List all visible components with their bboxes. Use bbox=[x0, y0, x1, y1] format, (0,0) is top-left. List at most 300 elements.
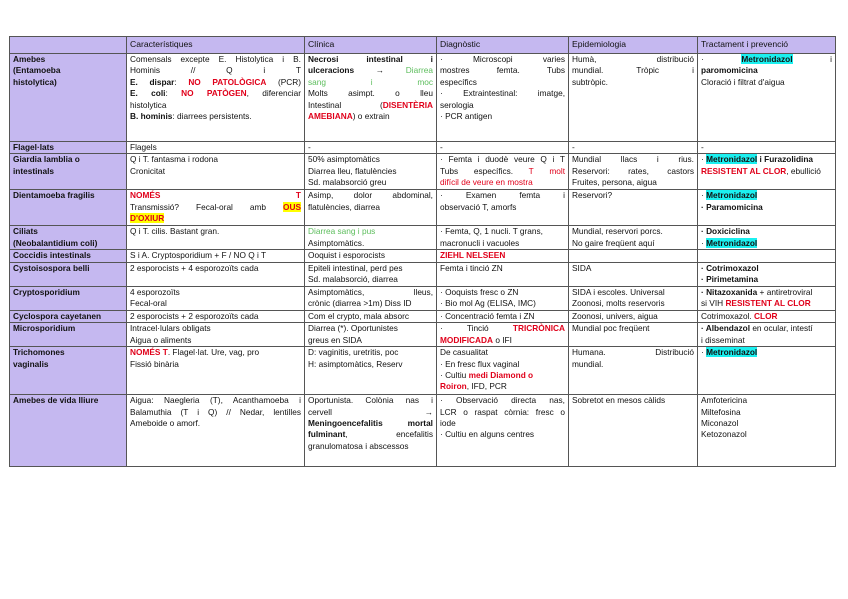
table-cell bbox=[569, 347, 698, 395]
cell-line bbox=[572, 142, 694, 153]
row-label bbox=[10, 154, 127, 190]
cell-line bbox=[130, 263, 301, 274]
text-run: Comensals excepte E. Histolytica i B. bbox=[130, 54, 301, 64]
text-run: Diarrea (*). Oportunistes bbox=[308, 323, 398, 334]
text-run: B. hominis bbox=[130, 111, 173, 122]
text-run: MODIFICADA bbox=[440, 334, 494, 345]
text-run: Cloració i filtrat d'aigua bbox=[701, 76, 785, 87]
cell-line bbox=[440, 77, 565, 88]
cell-line bbox=[130, 395, 301, 406]
table-cell bbox=[127, 395, 305, 467]
text-run: Intracel·lulars obligats bbox=[130, 323, 211, 334]
cell-line bbox=[572, 238, 694, 249]
row-label-line: Cryptosporidium bbox=[13, 286, 80, 297]
text-run: · En fresc flux vaginal bbox=[440, 358, 520, 369]
cell-line bbox=[308, 323, 433, 334]
text-run: 2 esporocists + 4 esporozoïts cada bbox=[130, 262, 259, 273]
table-cell bbox=[305, 395, 437, 467]
text-run: · Cultiu bbox=[440, 370, 469, 381]
cell-line bbox=[572, 323, 694, 334]
text-run: AMEBIANA bbox=[308, 111, 353, 122]
row-label-line: histolytica) bbox=[13, 76, 57, 87]
cell-line bbox=[440, 418, 565, 429]
text-run: Fissió binària bbox=[130, 358, 179, 369]
text-run: Metronidazol bbox=[706, 190, 758, 201]
cell-line bbox=[308, 154, 433, 165]
cell-line bbox=[130, 111, 301, 122]
cell-line bbox=[130, 347, 301, 358]
text-run: E. coli bbox=[130, 88, 166, 99]
table-cell bbox=[127, 190, 305, 226]
text-run: Amfotericina bbox=[701, 395, 748, 406]
text-run: Hominis // Q i T bbox=[130, 65, 301, 76]
text-run: ) o extrain bbox=[352, 111, 390, 122]
table-cell bbox=[569, 142, 698, 154]
text-run: · bbox=[701, 190, 707, 201]
table-cell bbox=[127, 250, 305, 262]
table-cell bbox=[127, 262, 305, 286]
cell-line bbox=[308, 263, 433, 274]
cell-line bbox=[130, 166, 301, 177]
row-label-line: Flagel·lats bbox=[13, 142, 55, 152]
table-cell bbox=[127, 54, 305, 142]
text-run: , IFD, PCR bbox=[466, 381, 507, 392]
text-run: o IFI bbox=[493, 334, 512, 345]
cell-line bbox=[308, 226, 433, 237]
cell-line bbox=[701, 166, 832, 177]
row-label bbox=[10, 54, 127, 142]
table-row bbox=[10, 154, 836, 190]
text-run: Balamuthia (T i Q) // Nedar, lentilles bbox=[130, 406, 301, 417]
text-run: · bbox=[701, 347, 707, 358]
cell-line bbox=[440, 407, 565, 418]
text-run: difícil de veure en mostra bbox=[440, 177, 533, 188]
table-cell bbox=[569, 286, 698, 310]
text-run: Q i T. cilis. Bastant gran. bbox=[130, 226, 220, 237]
table-row bbox=[10, 310, 836, 322]
cell-line bbox=[572, 190, 694, 201]
cell-line bbox=[440, 359, 565, 370]
row-label-line: Cystoisospora belli bbox=[13, 262, 90, 273]
cell-line bbox=[701, 77, 832, 88]
cell-line bbox=[130, 298, 301, 309]
row-label bbox=[10, 310, 127, 322]
text-run: Fruites, persona, aigua bbox=[572, 177, 657, 188]
table-row bbox=[10, 286, 836, 310]
table-cell bbox=[127, 323, 305, 347]
cell-line bbox=[440, 381, 565, 392]
table-cell bbox=[569, 395, 698, 467]
cell-line bbox=[130, 65, 301, 76]
table-cell bbox=[305, 154, 437, 190]
cell-line bbox=[701, 418, 832, 429]
cell-line bbox=[308, 335, 433, 346]
table-cell bbox=[305, 54, 437, 142]
row-label-line: Trichomones bbox=[13, 347, 65, 358]
table-cell bbox=[569, 262, 698, 286]
text-run: · Extraintestinal: imatge, bbox=[440, 88, 565, 99]
text-run: Zoonosi, univers, aigua bbox=[572, 310, 658, 321]
cell-line bbox=[308, 429, 433, 440]
cell-line bbox=[440, 298, 565, 309]
text-run: (PCR) bbox=[266, 76, 301, 87]
cell-line bbox=[308, 166, 433, 177]
text-run: · Nitazoxanida bbox=[701, 286, 758, 297]
text-run: . Flagel·lat. Ure, vag, pro bbox=[167, 347, 260, 358]
text-run: 2 esporocists + 2 esporozoïts cada bbox=[130, 310, 259, 321]
cell-line bbox=[440, 100, 565, 111]
cell-line bbox=[440, 190, 565, 201]
text-run: mundial. Tròpic i bbox=[572, 65, 694, 76]
text-run: Cotrimoxazol. bbox=[701, 310, 755, 321]
text-run: · Examen femta i bbox=[440, 190, 565, 201]
text-run: Humà, distribució bbox=[572, 54, 694, 64]
text-run: - bbox=[572, 142, 575, 152]
text-run: Humana. Distribució bbox=[572, 347, 694, 358]
text-run: i Furazolidina bbox=[757, 154, 814, 165]
cell-line bbox=[440, 395, 565, 406]
text-run: Com el crypto, mala absorc bbox=[308, 310, 409, 321]
text-run: Metronidazol bbox=[706, 347, 758, 358]
table-cell bbox=[698, 262, 836, 286]
cell-line bbox=[440, 263, 565, 274]
text-run: · bbox=[701, 54, 742, 64]
text-run: · Microscopi varies bbox=[440, 54, 565, 64]
table-cell bbox=[698, 54, 836, 142]
text-run: crònic (diarrea >1m) Diss ID bbox=[308, 298, 412, 309]
cell-line bbox=[308, 54, 433, 65]
text-run: D'OXIUR bbox=[130, 213, 165, 224]
table-cell bbox=[569, 154, 698, 190]
text-run: T molt bbox=[528, 165, 566, 176]
text-run: · Pirimetamina bbox=[701, 274, 759, 285]
table-row bbox=[10, 226, 836, 250]
text-run: · Doxiciclina bbox=[701, 226, 750, 237]
table-cell bbox=[569, 323, 698, 347]
table-cell bbox=[569, 250, 698, 262]
cell-line bbox=[701, 429, 832, 440]
table-row bbox=[10, 190, 836, 226]
table-row bbox=[10, 250, 836, 262]
text-run: S i A. Cryptosporidium + F / NO Q i T bbox=[130, 250, 267, 261]
cell-line bbox=[130, 287, 301, 298]
text-run: Aigua: Naegleria (T), Acanthamoeba i bbox=[130, 395, 301, 406]
table-cell bbox=[698, 286, 836, 310]
table-cell bbox=[305, 226, 437, 250]
text-run: Diarrea lleu, flatulències bbox=[308, 165, 397, 176]
cell-line bbox=[130, 213, 301, 224]
cell-line bbox=[572, 263, 694, 274]
table-cell bbox=[305, 250, 437, 262]
text-run: Intestinal ( bbox=[308, 99, 383, 110]
text-run: Mundial poc freqüent bbox=[572, 323, 650, 334]
cell-line bbox=[308, 190, 433, 201]
text-run: · Cultiu en alguns centres bbox=[440, 429, 535, 440]
table-row bbox=[10, 347, 836, 395]
row-label-line: intestinals bbox=[13, 165, 55, 176]
cell-line bbox=[572, 54, 694, 65]
cell-line bbox=[701, 263, 832, 274]
text-run: - bbox=[440, 142, 443, 152]
table-cell bbox=[127, 154, 305, 190]
text-run: SIDA bbox=[572, 262, 592, 273]
text-run: ZIEHL NELSEEN bbox=[440, 250, 506, 261]
cell-line bbox=[701, 347, 832, 358]
table-cell bbox=[569, 190, 698, 226]
text-run: observació T, amorfs bbox=[440, 201, 517, 212]
text-run: si VIH bbox=[701, 298, 726, 309]
table-cell bbox=[437, 142, 569, 154]
cell-line bbox=[130, 202, 301, 213]
header-row bbox=[10, 37, 836, 54]
row-label bbox=[10, 190, 127, 226]
text-run: · Paramomicina bbox=[701, 201, 763, 212]
cell-line bbox=[440, 429, 565, 440]
row-label-line: Microsporidium bbox=[13, 323, 76, 334]
cell-line bbox=[572, 287, 694, 298]
row-label bbox=[10, 262, 127, 286]
cell-line bbox=[130, 88, 301, 99]
cell-line bbox=[440, 370, 565, 381]
table-cell bbox=[569, 226, 698, 250]
text-run: NOMÉS T bbox=[130, 347, 168, 358]
cell-line bbox=[572, 226, 694, 237]
cell-line bbox=[572, 395, 694, 406]
text-run: macronucli i vacuoles bbox=[440, 237, 520, 248]
cell-line bbox=[440, 177, 565, 188]
row-label bbox=[10, 347, 127, 395]
table-cell bbox=[437, 250, 569, 262]
cell-line bbox=[440, 154, 565, 165]
row-label bbox=[10, 395, 127, 467]
table-cell bbox=[437, 226, 569, 250]
cell-line bbox=[130, 407, 301, 418]
text-run: Cronicitat bbox=[130, 165, 166, 176]
text-run: + antiretroviral bbox=[757, 286, 813, 297]
table-cell bbox=[698, 347, 836, 395]
parasites-table bbox=[9, 36, 836, 467]
text-run: · Tinció bbox=[440, 323, 513, 334]
text-run: DISENTÈRIA bbox=[382, 99, 433, 110]
table-cell bbox=[437, 154, 569, 190]
text-run: Fecal-oral bbox=[130, 298, 167, 309]
header-cell: Clínica bbox=[305, 37, 437, 54]
cell-line bbox=[572, 77, 694, 88]
text-run: cervell → bbox=[308, 406, 433, 417]
table-cell bbox=[437, 395, 569, 467]
cell-line bbox=[440, 335, 565, 346]
table-cell bbox=[305, 190, 437, 226]
table-cell bbox=[437, 286, 569, 310]
text-run: Mundial llacs i rius. bbox=[572, 154, 694, 165]
text-run: Asimptomàtics, lleus, bbox=[308, 286, 433, 297]
text-run: Flagels bbox=[130, 142, 157, 152]
text-run: Miconazol bbox=[701, 418, 739, 429]
cell-line bbox=[308, 77, 433, 88]
text-run: NO PATÒGEN bbox=[181, 88, 247, 99]
text-run: medi Diamond o bbox=[468, 370, 534, 381]
text-run: · Cotrimoxazol bbox=[701, 262, 759, 273]
table-cell bbox=[127, 142, 305, 154]
text-run: Ameboide o amorf. bbox=[130, 418, 201, 429]
cell-line bbox=[130, 311, 301, 322]
table-cell bbox=[305, 286, 437, 310]
cell-line bbox=[440, 323, 565, 334]
text-run: Miltefosina bbox=[701, 406, 741, 417]
text-run: SIDA i escoles. Universal bbox=[572, 286, 665, 297]
cell-line bbox=[572, 177, 694, 188]
text-run: fulminant bbox=[308, 429, 346, 440]
table-cell bbox=[437, 347, 569, 395]
table-cell bbox=[698, 190, 836, 226]
cell-line bbox=[572, 65, 694, 76]
text-run: Transmissió? Fecal-oral amb bbox=[130, 201, 284, 212]
table-row bbox=[10, 54, 836, 142]
table-cell bbox=[698, 310, 836, 322]
text-run: Mundial, reservori porcs. bbox=[572, 226, 663, 237]
text-run: De casualitat bbox=[440, 347, 488, 358]
text-run: Sd. malabsorció, diarrea bbox=[308, 274, 398, 285]
cell-line bbox=[130, 335, 301, 346]
text-run: Diarrea bbox=[405, 65, 433, 76]
text-run: Reservori: rates, castors bbox=[572, 165, 694, 176]
table-cell bbox=[698, 250, 836, 262]
text-run: Metronidazol bbox=[741, 54, 793, 64]
text-run: Tubs específics. bbox=[440, 165, 529, 176]
cell-line bbox=[308, 274, 433, 285]
text-run: Epiteli intestinal, perd pes bbox=[308, 262, 403, 273]
table-cell bbox=[127, 286, 305, 310]
cell-line bbox=[572, 154, 694, 165]
cell-line bbox=[701, 335, 832, 346]
cell-line bbox=[440, 347, 565, 358]
table-cell bbox=[127, 310, 305, 322]
cell-line bbox=[130, 226, 301, 237]
text-run: - bbox=[701, 142, 704, 152]
cell-line bbox=[440, 238, 565, 249]
cell-line bbox=[308, 441, 433, 452]
header-cell: Tractament i prevenció bbox=[698, 37, 836, 54]
table-cell bbox=[698, 142, 836, 154]
cell-line bbox=[572, 347, 694, 358]
text-run: subtròpic. bbox=[572, 76, 608, 87]
cell-line bbox=[130, 54, 301, 65]
cell-line bbox=[130, 154, 301, 165]
cell-line bbox=[308, 250, 433, 261]
table-row bbox=[10, 323, 836, 347]
text-run: Molts asimpt. o lleu bbox=[308, 88, 433, 99]
text-run: sang i moc bbox=[308, 76, 433, 87]
table-cell bbox=[127, 347, 305, 395]
row-label-line: Amebes de vida lliure bbox=[13, 395, 99, 406]
header-cell: Diagnòstic bbox=[437, 37, 569, 54]
cell-line bbox=[440, 111, 565, 122]
text-run: NOMÉS T bbox=[130, 190, 301, 201]
text-run: granulomatosa i abscessos bbox=[308, 440, 409, 451]
text-run: greus en SIDA bbox=[308, 334, 362, 345]
table-cell bbox=[437, 310, 569, 322]
cell-line bbox=[440, 54, 565, 65]
cell-line bbox=[701, 311, 832, 322]
row-label-line: Ciliats bbox=[13, 226, 38, 237]
text-run: D: vaginitis, uretritis, poc bbox=[308, 347, 399, 358]
text-run: RESISTENT AL CLOR bbox=[701, 165, 787, 176]
cell-line bbox=[440, 226, 565, 237]
cell-line bbox=[308, 287, 433, 298]
row-label-line: Giardia lamblia o bbox=[13, 154, 80, 165]
text-run: ulceracions bbox=[308, 65, 355, 76]
text-run: - bbox=[308, 142, 311, 152]
cell-line bbox=[308, 111, 433, 122]
table-row bbox=[10, 395, 836, 467]
cell-line bbox=[701, 395, 832, 406]
text-run: específics bbox=[440, 76, 477, 87]
text-run: H: asimptomàtics, Reserv bbox=[308, 358, 403, 369]
cell-line bbox=[572, 166, 694, 177]
table-cell bbox=[698, 323, 836, 347]
text-run: · Ooquists fresc o ZN bbox=[440, 286, 519, 297]
table-row bbox=[10, 262, 836, 286]
cell-line bbox=[308, 65, 433, 76]
cell-line bbox=[130, 418, 301, 429]
text-run: Oportunista. Colònia nas i bbox=[308, 395, 433, 406]
cell-line bbox=[130, 323, 301, 334]
text-run: Reservori? bbox=[572, 190, 613, 201]
text-run: Necrosi intestinal i bbox=[308, 54, 433, 64]
table-cell bbox=[437, 54, 569, 142]
cell-line bbox=[701, 65, 832, 76]
cell-line bbox=[701, 298, 832, 309]
text-run: · Femta, Q, 1 nucli. T grans, bbox=[440, 226, 543, 237]
text-run: Asimptomàtics. bbox=[308, 237, 365, 248]
header-cell bbox=[10, 37, 127, 54]
cell-line bbox=[308, 407, 433, 418]
cell-line bbox=[440, 250, 565, 261]
row-label-line: (Neobalantidium coli) bbox=[13, 237, 98, 248]
table-cell bbox=[437, 323, 569, 347]
text-run: Zoonosi, molts reservoris bbox=[572, 298, 665, 309]
header-cell: Epidemiologia bbox=[569, 37, 698, 54]
cell-line bbox=[440, 88, 565, 99]
cell-line bbox=[130, 359, 301, 370]
cell-line bbox=[440, 166, 565, 177]
table-cell bbox=[127, 226, 305, 250]
text-run: : diarrees persistents. bbox=[172, 111, 252, 122]
row-label bbox=[10, 250, 127, 262]
cell-line bbox=[308, 100, 433, 111]
text-run: · Femta i duodè veure Q i T bbox=[440, 154, 565, 165]
text-run: , diferenciar bbox=[246, 88, 301, 99]
text-run: iode bbox=[440, 418, 456, 429]
table-cell bbox=[305, 142, 437, 154]
text-run: CLOR bbox=[754, 310, 778, 321]
cell-line bbox=[440, 202, 565, 213]
text-run: NO PATOLÒGICA bbox=[188, 76, 267, 87]
cell-line bbox=[572, 298, 694, 309]
text-run: · bbox=[701, 154, 707, 165]
table-cell bbox=[698, 395, 836, 467]
text-run: paromomicina bbox=[701, 65, 758, 76]
cell-line bbox=[440, 65, 565, 76]
text-run: OUS bbox=[283, 201, 301, 212]
text-run: RESISTENT AL CLOR bbox=[725, 298, 811, 309]
text-run: Sobretot en mesos càlids bbox=[572, 395, 666, 406]
header-cell: Característiques bbox=[127, 37, 305, 54]
cell-line bbox=[572, 311, 694, 322]
text-run: · Observació directa nas, bbox=[440, 395, 565, 406]
table-row bbox=[10, 142, 836, 154]
text-run: mundial. bbox=[572, 358, 604, 369]
